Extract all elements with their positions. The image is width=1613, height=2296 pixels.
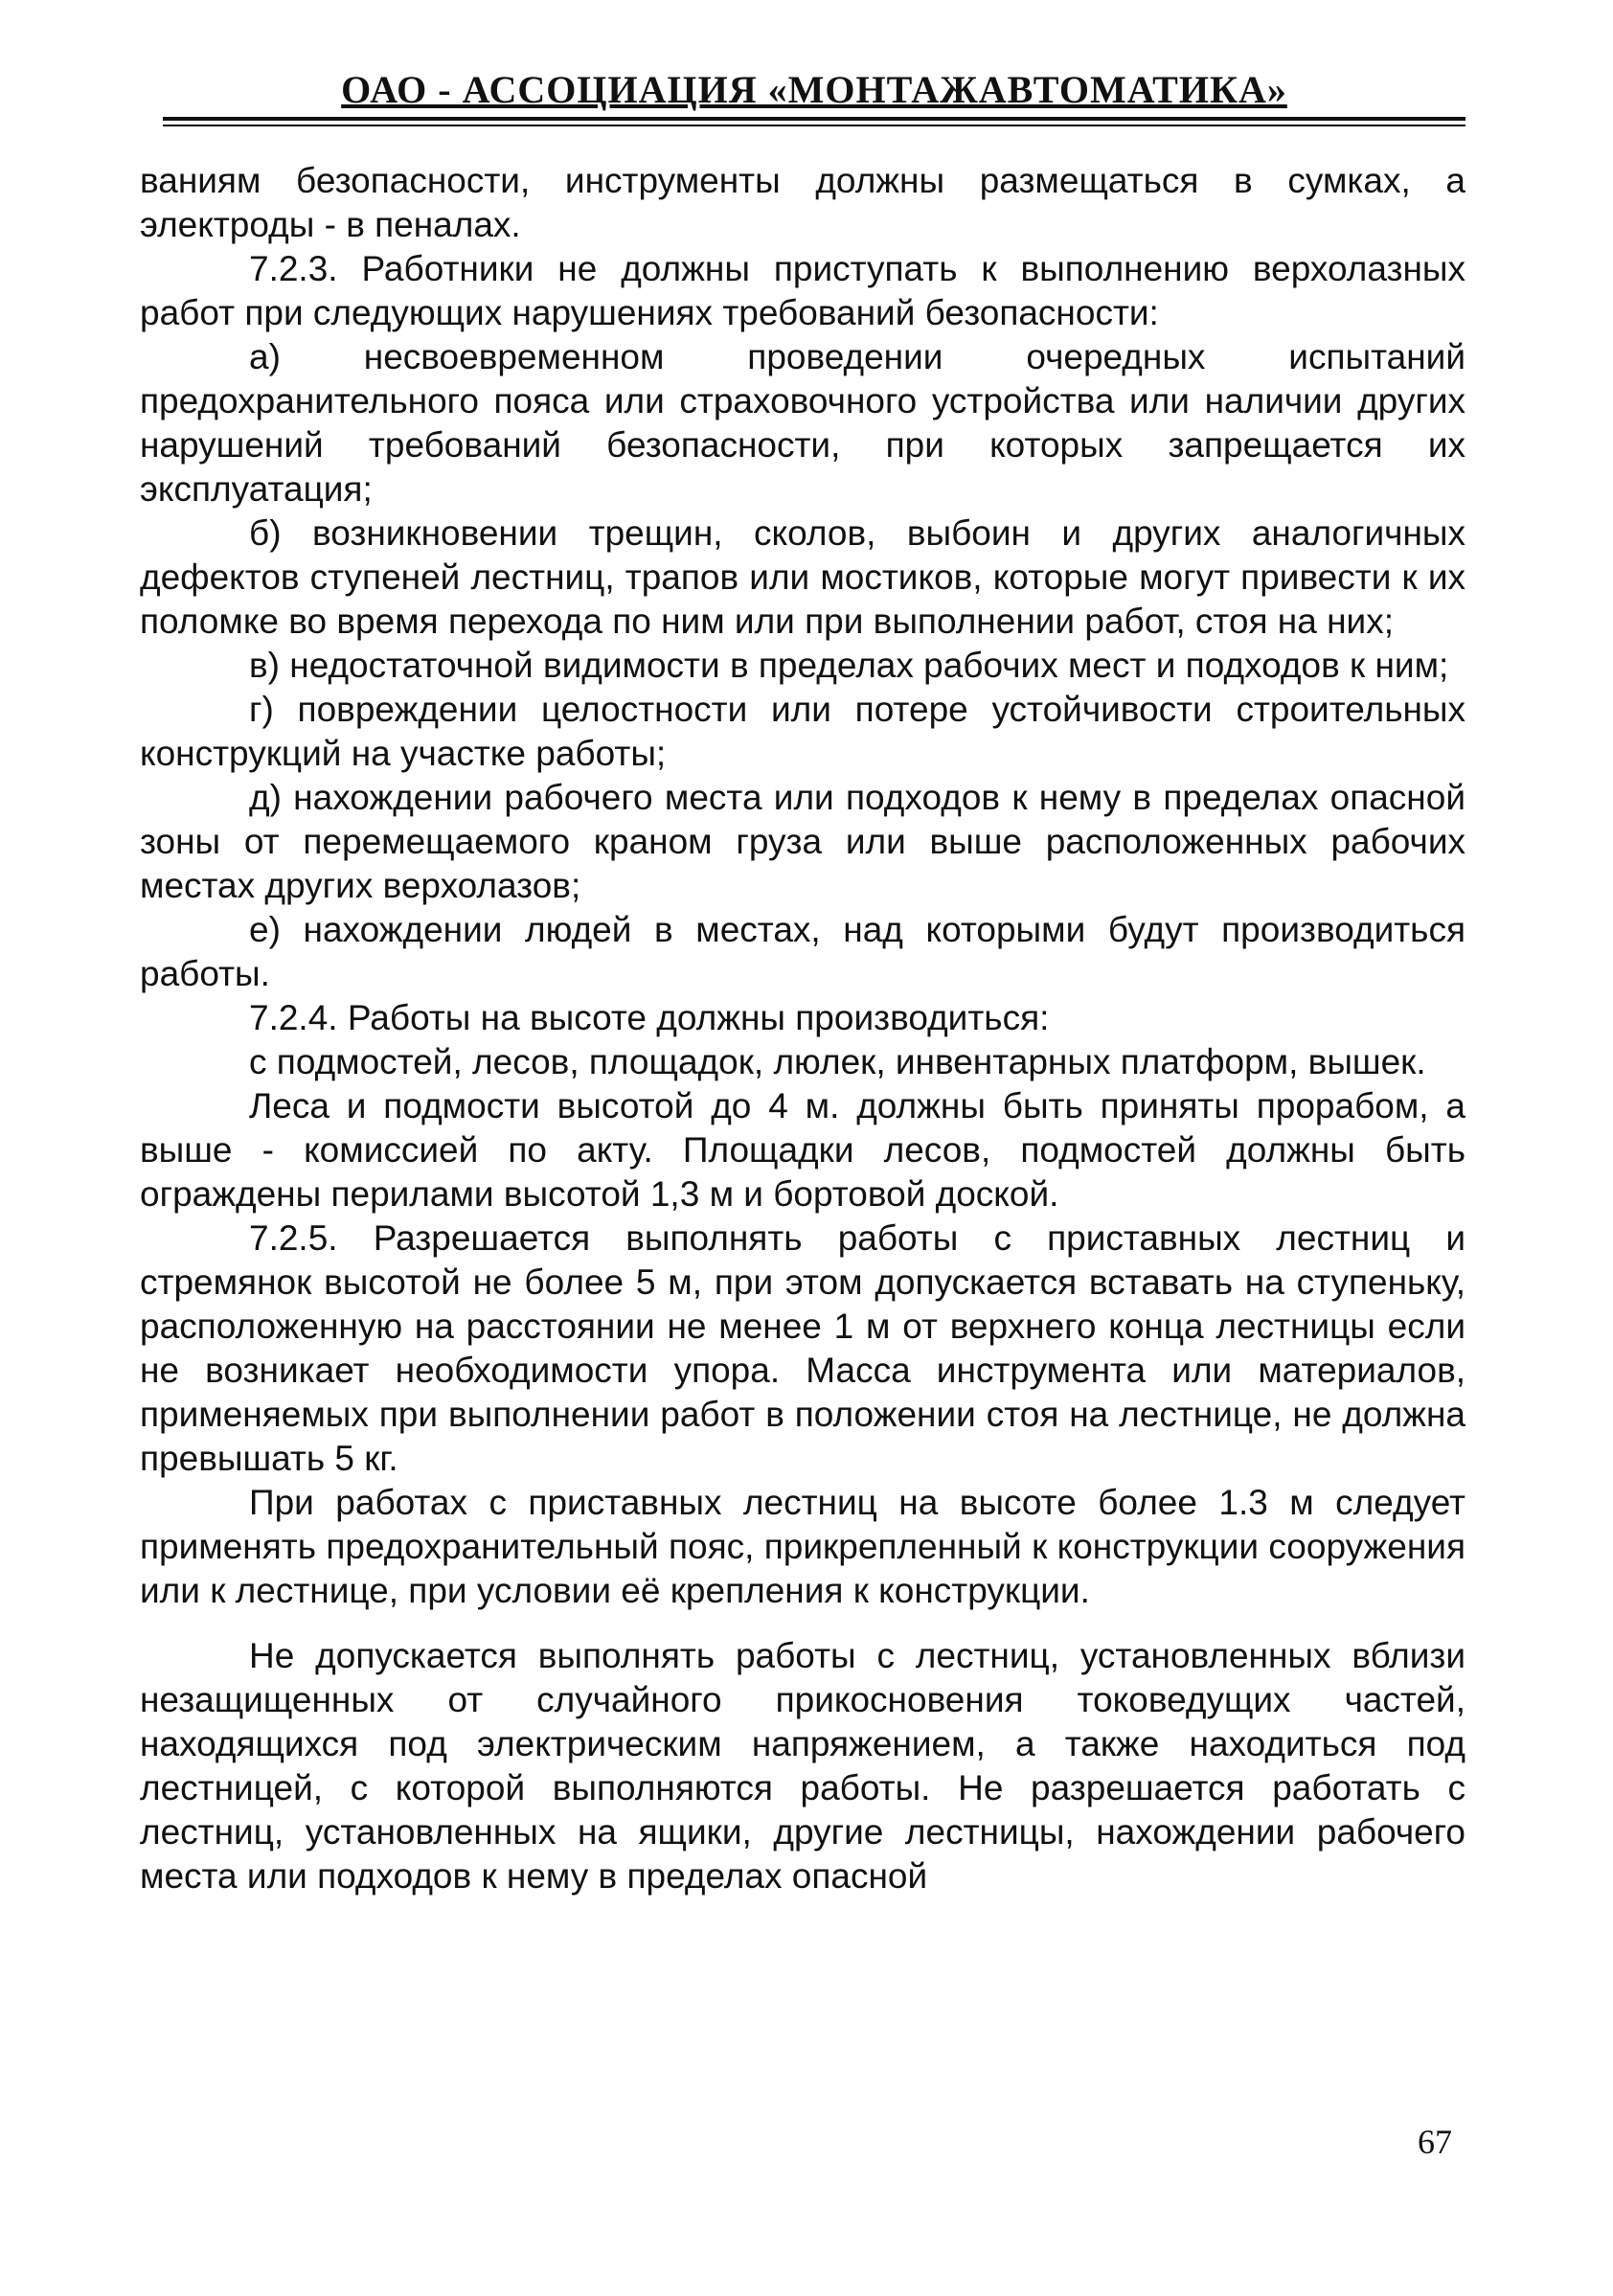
paragraph-7-2-4: 7.2.4. Работы на высоте должны производиться:	[249, 998, 1050, 1037]
header-rule-thin	[163, 125, 1465, 126]
list-item-a: а) несвоевременном проведении очередных испытаний предохранительного пояса или страховочного устройства или наличии других нарушений требований безопасности, при которых запрещается их эксплуатация;	[140, 337, 1465, 509]
list-item-v: в) недостаточной видимости в пределах рабочих мест и подходов к ним;	[249, 646, 1449, 685]
paragraph-scaffolds: Леса и подмости высотой до 4 м. должны быть приняты прорабом, а выше - комиссией по акту. Площадки лесов, подмостей должны быть ограждены перилами высотой 1,3 м и бортовой доской.	[140, 1086, 1465, 1214]
paragraph-platforms: с подмостей, лесов, площадок, люлек, инвентарных платформ, вышек.	[249, 1042, 1426, 1081]
page-number: 67	[1418, 2123, 1452, 2161]
paragraph-7-2-5: 7.2.5. Разрешается выполнять работы с приставных лестниц и стремянок высотой не более 5 м, при этом допускается вставать на ступеньку, расположенную на расстоянии не менее 1 м от верхнего конца лестницы если не возникает необходимости упора. Масса инструмента или материалов, применяемых при выполнении работ в положении стоя на лестнице, не должна превышать 5 кг.	[140, 1218, 1465, 1478]
paragraph-continuation: ваниям безопасности, инструменты должны размещаться в сумках, а электроды - в пеналах.	[140, 161, 1465, 244]
paragraph-prohibitions: Не допускается выполнять работы с лестниц, установленных вблизи незащищенных от случайного прикосновения токоведущих частей, находящихся под электрическим напряжением, а также находиться под лестницей, с которой выполняются работы. Не разрешается работать с лестниц, установленных на ящики, другие лестницы, нахождении рабочего места или подходов к нему в пределах опасной	[140, 1636, 1465, 1896]
paragraph-7-2-3: 7.2.3. Работники не должны приступать к выполнению верхолазных работ при следующих нарушениях требований безопасности:	[140, 249, 1465, 332]
paragraph-safety-belt: При работах с приставных лестниц на высоте более 1.3 м следует применять предохранительный пояс, прикрепленный к конструкции сооружения или к лестнице, при условии её крепления к конструкции.	[140, 1483, 1465, 1610]
list-item-d: д) нахождении рабочего места или подходов к нему в пределах опасной зоны от перемещаемого краном груза или выше расположенных рабочих местах других верхолазов;	[140, 778, 1465, 905]
list-item-b: б) возникновении трещин, сколов, выбоин и других аналогичных дефектов ступеней лестниц, трапов или мостиков, которые могут привести к их поломке во время перехода по ним или при выполнении работ, стоя на них;	[140, 513, 1465, 641]
list-item-g: г) повреждении целостности или потере устойчивости строительных конструкций на участке работы;	[140, 690, 1465, 773]
list-item-e: е) нахождении людей в местах, над которыми будут производиться работы.	[140, 910, 1465, 993]
running-header: ОАО - АССОЦИАЦИЯ «МОНТАЖАВТОМАТИКА»	[341, 68, 1287, 111]
body-text	[140, 159, 1465, 1898]
header-rule-thick	[163, 117, 1465, 121]
